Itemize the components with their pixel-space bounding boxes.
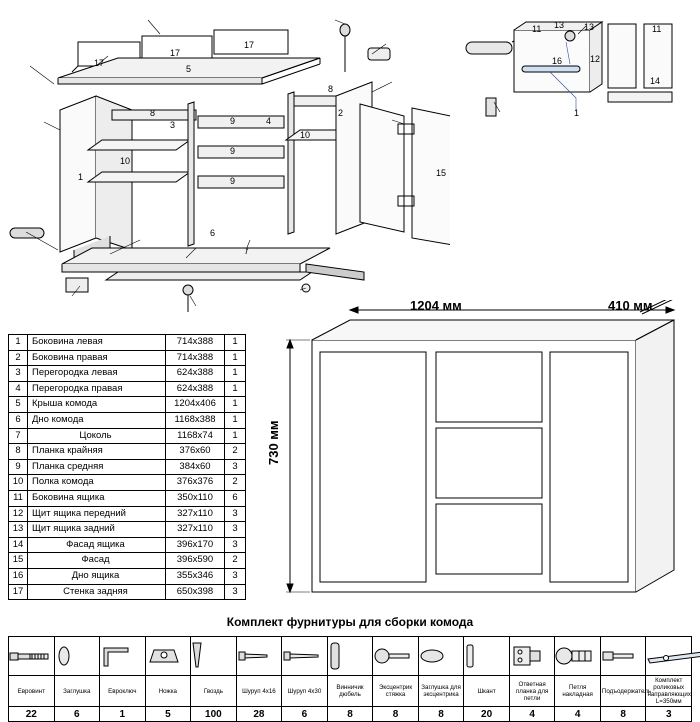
- svg-text:8: 8: [328, 84, 334, 94]
- hardware-count: 100: [191, 707, 237, 722]
- svg-text:7: 7: [244, 246, 250, 256]
- hardware-name: Шкант: [464, 676, 510, 707]
- svg-text:11: 11: [652, 24, 662, 34]
- svg-text:5: 5: [186, 64, 192, 74]
- svg-text:14: 14: [650, 76, 661, 86]
- hardware-count: 8: [373, 707, 419, 722]
- hardware-table: [8, 636, 692, 722]
- table-row: 1 Боковина левая 714х388 1: [9, 335, 246, 351]
- hardware-count: 20: [464, 707, 510, 722]
- hardware-name: Подъодержатель: [600, 676, 646, 707]
- hardware-name: Ответная планка для петли: [509, 676, 555, 707]
- hardware-count: 6: [282, 707, 328, 722]
- table-row: 2 Боковина правая 714х388 1: [9, 350, 246, 366]
- hardware-count: 5: [145, 707, 191, 722]
- dowel-icon: [327, 637, 373, 676]
- svg-text:12: 12: [590, 54, 601, 64]
- hardware-count: 4: [555, 707, 601, 722]
- table-row: 8 Планка крайняя 376х60 2: [9, 444, 246, 460]
- cap-plug-icon: [54, 637, 100, 676]
- table-row: 11 Боковина ящика 350х110 6: [9, 490, 246, 506]
- svg-text:17: 17: [244, 40, 255, 50]
- hardware-name: Гвоздь: [191, 676, 237, 707]
- parts-table-body: [9, 335, 246, 600]
- dowel-pin-icon: [464, 637, 510, 676]
- svg-text:8: 8: [150, 108, 156, 118]
- hinge-plate-icon: [509, 637, 555, 676]
- screw-4x16-icon: [236, 637, 282, 676]
- parts-table: [8, 334, 246, 600]
- table-row: 16 Дно ящика 355х346 3: [9, 568, 246, 584]
- svg-text:1: 1: [574, 108, 580, 118]
- screw-4x30-icon: [282, 637, 328, 676]
- svg-text:10: 10: [300, 130, 311, 140]
- svg-text:11: 11: [532, 24, 542, 34]
- table-row: 3 Перегородка левая 624х388 1: [9, 366, 246, 382]
- hardware-count: 28: [236, 707, 282, 722]
- hardware-count: 3: [646, 707, 692, 722]
- table-row: 9 Планка средняя 384х60 3: [9, 459, 246, 475]
- table-row: 10 Полка комода 376х376 2: [9, 475, 246, 491]
- hinge-icon: [555, 637, 601, 676]
- height-dimension-label: 730 мм: [266, 420, 281, 465]
- hardware-name: Винничик дюбель: [327, 676, 373, 707]
- eccentric-coupler-icon: [373, 637, 419, 676]
- hardware-count: 8: [600, 707, 646, 722]
- hardware-icon-row: [9, 637, 692, 676]
- svg-text:13: 13: [584, 22, 595, 32]
- svg-text:9: 9: [230, 116, 236, 126]
- hardware-name: Заглушка для эксцентрика: [418, 676, 464, 707]
- hardware-name: Петля накладная: [555, 676, 601, 707]
- svg-text:15: 15: [436, 168, 447, 178]
- hardware-kit-title: Комплект фурнитуры для сборки комода: [226, 615, 474, 629]
- hardware-count: 4: [509, 707, 555, 722]
- svg-text:10: 10: [120, 156, 131, 166]
- hardware-count-row: [9, 707, 692, 722]
- svg-text:6: 6: [210, 228, 216, 238]
- drawer-detail-diagram: [450, 6, 696, 136]
- svg-text:2: 2: [338, 108, 344, 118]
- svg-text:17: 17: [170, 48, 181, 58]
- hardware-count: 22: [9, 707, 55, 722]
- depth-dimension-label: 410 мм: [608, 298, 653, 313]
- euro-key-icon: [100, 637, 146, 676]
- table-row: 7 Цоколь 1168х74 1: [9, 428, 246, 444]
- svg-text:13: 13: [554, 20, 565, 30]
- lifter-icon: [600, 637, 646, 676]
- hardware-name: Шуруп 4х30: [282, 676, 328, 707]
- table-row: 17 Стенка задняя 650х398 3: [9, 584, 246, 600]
- table-row: 6 Дно комода 1168х388 1: [9, 412, 246, 428]
- hardware-name: Евровинт: [9, 676, 55, 707]
- slide-rail-icon: [646, 637, 692, 676]
- hardware-count: 6: [54, 707, 100, 722]
- table-row: 5 Крыша комода 1204х406 1: [9, 397, 246, 413]
- width-dimension-label: 1204 мм: [410, 298, 462, 313]
- hardware-name: Шуруп 4х16: [236, 676, 282, 707]
- svg-text:9: 9: [230, 176, 236, 186]
- svg-text:4: 4: [266, 116, 272, 126]
- svg-text:16: 16: [552, 56, 563, 66]
- hardware-name: Эксцентрик стяжка: [373, 676, 419, 707]
- svg-text:3: 3: [170, 120, 176, 130]
- table-row: 15 Фасад 396х590 2: [9, 553, 246, 569]
- svg-text:1: 1: [78, 172, 84, 182]
- dimensioned-product-view: [250, 300, 700, 610]
- hardware-name: Ножка: [145, 676, 191, 707]
- table-row: 13 Щит ящика задний 327х110 3: [9, 522, 246, 538]
- euro-screw-icon: [9, 637, 55, 676]
- eccentric-cap-icon: [418, 637, 464, 676]
- table-row: 4 Перегородка правая 624х388 1: [9, 381, 246, 397]
- exploded-view-diagram: [0, 0, 450, 320]
- table-row: 12 Щит ящика передний 327х110 3: [9, 506, 246, 522]
- svg-text:17: 17: [94, 58, 105, 68]
- hardware-name-row: [9, 676, 692, 707]
- hardware-count: 8: [327, 707, 373, 722]
- nail-icon: [191, 637, 237, 676]
- hardware-count: 8: [418, 707, 464, 722]
- hardware-count: 1: [100, 707, 146, 722]
- hardware-name: Евроключ: [100, 676, 146, 707]
- table-row: 14 Фасад ящика 396х170 3: [9, 537, 246, 553]
- svg-text:9: 9: [230, 146, 236, 156]
- foot-icon: [145, 637, 191, 676]
- hardware-name: Комплект роликовых направляющих L=350мм: [647, 677, 691, 705]
- hardware-name: Заглушка: [54, 676, 100, 707]
